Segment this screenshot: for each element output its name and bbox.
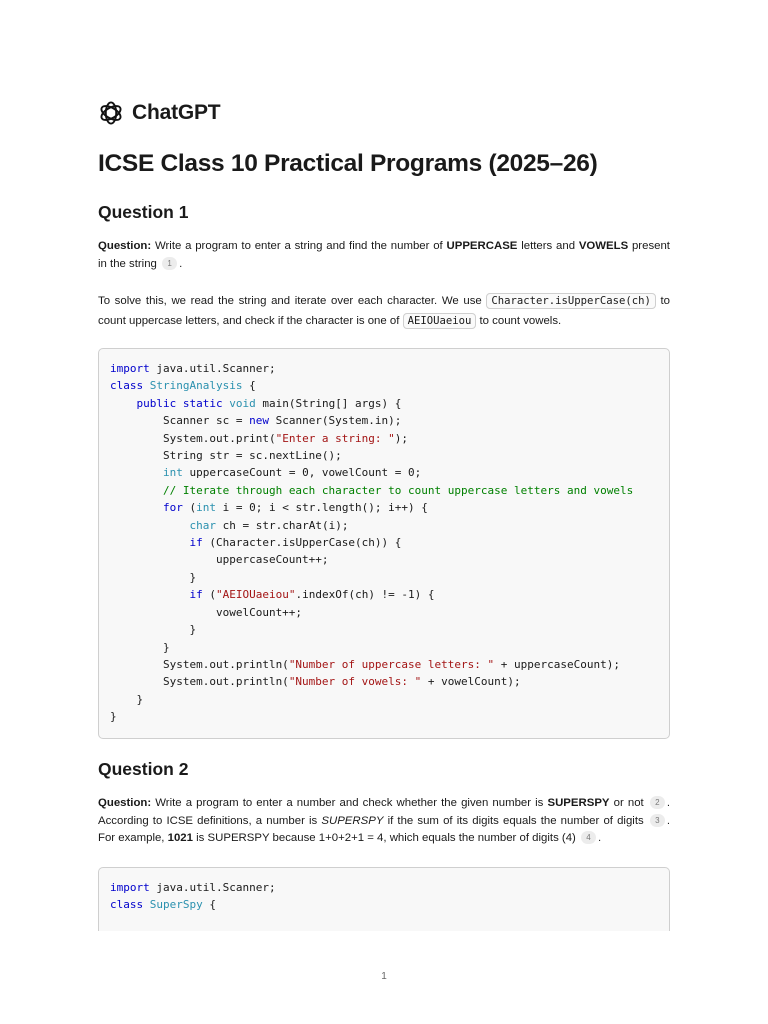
code-text — [143, 379, 150, 392]
inline-code: Character.isUpperCase(ch) — [486, 293, 655, 309]
code-content — [99, 349, 669, 737]
question-2-text — [98, 795, 670, 848]
code-block-1[interactable] — [98, 348, 670, 739]
bold-term: 1021 — [167, 832, 193, 844]
citation-badge[interactable]: 1 — [162, 257, 177, 270]
code-text: (Character.isUpperCase(ch)) { — [202, 536, 402, 550]
code-text: uppercaseCount = 0, vowelCount = 0; — [182, 466, 422, 480]
code-text: ( — [182, 501, 197, 515]
question-2-heading: Question 2 — [98, 759, 189, 779]
question-label: Question: — [98, 797, 152, 809]
code-text: Scanner(System.in); — [268, 414, 402, 428]
code-text: .indexOf(ch) != -1) { — [295, 588, 435, 602]
code-type: StringAnalysis — [149, 379, 243, 393]
code-text — [143, 898, 150, 911]
code-text — [110, 588, 189, 601]
citation-badge[interactable]: 3 — [650, 814, 665, 827]
code-text — [110, 484, 163, 497]
page-number: 1 — [381, 971, 387, 982]
question-1-explanation — [98, 292, 670, 331]
brand-name: ChatGPT — [132, 101, 221, 124]
code-text — [110, 536, 189, 549]
code-block-2[interactable] — [98, 867, 670, 931]
code-comment: // Iterate through each character to count uppercase letters and vowels — [162, 483, 634, 497]
text-span: to count uppercase letters, and check if the character is one of — [98, 295, 670, 327]
question-1-text — [98, 238, 670, 273]
document-title: ICSE Class 10 Practical Programs (2025–26) — [98, 150, 598, 177]
inline-code: AEIOUaeiou — [403, 313, 477, 329]
code-keyword: for — [162, 501, 183, 515]
code-keyword: class — [110, 379, 144, 393]
code-text: ch = str.charAt(i); — [215, 518, 349, 532]
bold-term: VOWELS — [578, 240, 629, 252]
code-string: "Enter a string: " — [275, 431, 395, 445]
text-span: or not — [609, 797, 648, 809]
code-text — [110, 519, 189, 532]
code-text: Scanner sc = — [110, 414, 250, 428]
citation-badge[interactable]: 4 — [581, 831, 596, 844]
code-text: java.util.Scanner; — [149, 362, 276, 375]
code-text: ( — [202, 588, 216, 602]
text-span: Write a program to enter a string and find the number of — [151, 240, 447, 252]
code-text: { — [202, 898, 216, 912]
code-text: } — [110, 710, 117, 724]
code-content — [99, 868, 669, 925]
code-text: System.out.print( — [110, 431, 276, 445]
code-keyword: if — [189, 536, 203, 550]
text-span: . — [598, 832, 602, 844]
text-span: letters and — [517, 240, 579, 252]
code-string: "Number of vowels: " — [288, 675, 422, 689]
text-span: to count vowels. — [476, 314, 562, 327]
code-type: int — [196, 501, 216, 515]
code-text: main(String[] args) { — [255, 396, 402, 410]
code-text: + uppercaseCount); — [494, 657, 620, 671]
code-text — [110, 397, 137, 410]
code-text: String str = sc.nextLine(); — [110, 449, 342, 463]
code-type: void — [229, 396, 256, 410]
code-text: System.out.println( — [110, 657, 289, 671]
text-span: if the sum of its digits equals the number of digits — [383, 814, 648, 827]
code-text: i = 0; i < str.length(); i++) { — [215, 501, 428, 515]
code-text: ); — [394, 431, 409, 445]
code-keyword: if — [189, 588, 203, 602]
code-type: char — [189, 518, 216, 532]
bold-term: UPPERCASE — [446, 240, 518, 252]
text-span: Write a program to enter a number and check whether the given number is — [151, 797, 548, 809]
text-span: present in the string — [98, 240, 670, 270]
code-text: java.util.Scanner; — [149, 881, 276, 894]
question-1-heading: Question 1 — [98, 202, 189, 222]
code-keyword: import — [110, 362, 150, 375]
text-span: is SUPERSPY because 1+0+2+1 = 4, which equals the number of digits (4) — [192, 832, 580, 844]
header — [98, 100, 220, 126]
code-text: vowelCount++; — [110, 605, 303, 619]
code-keyword: class — [110, 898, 144, 912]
bold-term: SUPERSPY — [547, 797, 610, 809]
question-label: Question: — [98, 240, 152, 252]
openai-logo-icon — [98, 100, 124, 126]
citation-badge[interactable]: 2 — [650, 796, 665, 809]
text-span: . — [179, 257, 183, 270]
text-span: . For example, — [98, 814, 670, 844]
code-text: uppercaseCount++; — [110, 553, 329, 567]
code-string: "AEIOUaeiou" — [215, 588, 296, 602]
code-keyword: public static — [136, 396, 223, 410]
code-text — [110, 466, 163, 479]
code-string: "Number of uppercase letters: " — [288, 657, 495, 671]
code-keyword: new — [249, 414, 269, 428]
code-type: int — [162, 466, 183, 480]
code-text: } — [110, 570, 197, 584]
code-text: } — [110, 623, 197, 637]
code-keyword: import — [110, 881, 150, 894]
code-text: { — [242, 379, 256, 393]
text-span: To solve this, we read the string and iterate over each character. We use — [98, 295, 487, 307]
code-text: } — [110, 640, 170, 654]
code-text: + vowelCount); — [421, 675, 521, 689]
code-text: System.out.println( — [110, 675, 289, 689]
code-text: } — [110, 692, 144, 706]
italic-term: SUPERSPY — [321, 814, 384, 827]
code-type: SuperSpy — [149, 898, 203, 912]
code-text — [110, 501, 163, 514]
text-span: . According to ICSE definitions, a number is — [98, 797, 670, 827]
